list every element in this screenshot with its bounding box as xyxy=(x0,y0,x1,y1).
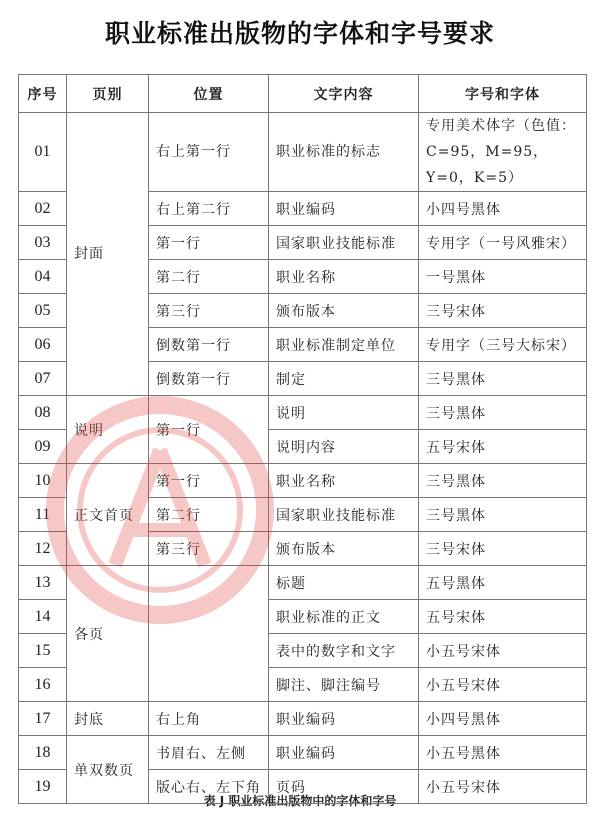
cell-position: 第三行 xyxy=(149,294,269,328)
cell-content: 职业编码 xyxy=(269,192,419,226)
table-row xyxy=(19,464,587,498)
cell-font: 小五号黑体 xyxy=(419,736,587,770)
cell-number: 11 xyxy=(19,498,67,532)
cell-content: 说明 xyxy=(269,396,419,430)
cell-number: 15 xyxy=(19,634,67,668)
cell-font: 一号黑体 xyxy=(419,260,587,294)
cell-font: 小四号黑体 xyxy=(419,702,587,736)
cell-content: 颁布版本 xyxy=(269,532,419,566)
cell-font: 三号黑体 xyxy=(419,362,587,396)
cell-content: 国家职业技能标准 xyxy=(269,498,419,532)
cell-position xyxy=(149,566,269,702)
cell-content: 职业编码 xyxy=(269,736,419,770)
table-row xyxy=(19,113,587,192)
cell-position: 第二行 xyxy=(149,498,269,532)
cell-font: 三号宋体 xyxy=(419,294,587,328)
cell-content: 颁布版本 xyxy=(269,294,419,328)
cell-content: 职业标准制定单位 xyxy=(269,328,419,362)
table-caption: 表 J 职业标准出版物中的字体和字号 xyxy=(203,794,397,808)
cell-number: 07 xyxy=(19,362,67,396)
cell-content: 职业名称 xyxy=(269,464,419,498)
cell-page: 封底 xyxy=(67,702,149,736)
cell-position: 倒数第一行 xyxy=(149,328,269,362)
cell-page: 说明 xyxy=(67,396,149,464)
cell-font: 三号黑体 xyxy=(419,396,587,430)
cell-font: 五号黑体 xyxy=(419,566,587,600)
cell-position: 书眉右、左侧 xyxy=(149,736,269,770)
cell-position: 版心右、左下角 xyxy=(149,770,269,804)
cell-page: 正文首页 xyxy=(67,464,149,566)
cell-number: 16 xyxy=(19,668,67,702)
cell-number: 12 xyxy=(19,532,67,566)
cell-font: 五号宋体 xyxy=(419,600,587,634)
cell-position: 第一行 xyxy=(149,226,269,260)
cell-number: 01 xyxy=(19,113,67,192)
cell-font: 小五号宋体 xyxy=(419,634,587,668)
cell-page: 各页 xyxy=(67,566,149,702)
cell-content: 职业名称 xyxy=(269,260,419,294)
table-header-row xyxy=(19,75,587,113)
cell-content: 职业标准的正文 xyxy=(269,600,419,634)
cell-font: 三号黑体 xyxy=(419,498,587,532)
cell-content: 表中的数字和文字 xyxy=(269,634,419,668)
cell-font: 专用美术体字（色值：C=95，M=95，Y=0，K=5） xyxy=(419,113,587,192)
cell-page: 封面 xyxy=(67,113,149,396)
cell-font: 专用字（一号风雅宋） xyxy=(419,226,587,260)
header-page: 页别 xyxy=(67,75,149,113)
cell-number: 19 xyxy=(19,770,67,804)
cell-position: 右上第二行 xyxy=(149,192,269,226)
cell-number: 09 xyxy=(19,430,67,464)
cell-number: 18 xyxy=(19,736,67,770)
cell-content: 说明内容 xyxy=(269,430,419,464)
cell-font: 小五号宋体 xyxy=(419,668,587,702)
cell-number: 08 xyxy=(19,396,67,430)
table-row xyxy=(19,566,587,600)
cell-content: 职业标准的标志 xyxy=(269,113,419,192)
page-title: 职业标准出版物的字体和字号要求 xyxy=(104,19,495,48)
table-row xyxy=(19,702,587,736)
cell-number: 10 xyxy=(19,464,67,498)
cell-position: 第三行 xyxy=(149,532,269,566)
cell-number: 17 xyxy=(19,702,67,736)
table-body xyxy=(19,113,587,804)
table-row xyxy=(19,736,587,770)
cell-number: 04 xyxy=(19,260,67,294)
font-requirements-table xyxy=(18,74,587,804)
cell-number: 03 xyxy=(19,226,67,260)
header-font: 字号和字体 xyxy=(419,75,587,113)
cell-content: 制定 xyxy=(269,362,419,396)
cell-content: 职业编码 xyxy=(269,702,419,736)
cell-number: 13 xyxy=(19,566,67,600)
cell-font: 三号黑体 xyxy=(419,464,587,498)
cell-position: 第二行 xyxy=(149,260,269,294)
cell-font: 五号宋体 xyxy=(419,430,587,464)
cell-font: 小四号黑体 xyxy=(419,192,587,226)
cell-content: 脚注、脚注编号 xyxy=(269,668,419,702)
cell-page: 单双数页 xyxy=(67,736,149,804)
cell-position: 倒数第一行 xyxy=(149,362,269,396)
cell-font: 小五号宋体 xyxy=(419,770,587,804)
cell-content: 国家职业技能标准 xyxy=(269,226,419,260)
cell-position: 右上第一行 xyxy=(149,113,269,192)
cell-number: 06 xyxy=(19,328,67,362)
header-content: 文字内容 xyxy=(269,75,419,113)
cell-number: 02 xyxy=(19,192,67,226)
cell-font: 专用字（三号大标宋） xyxy=(419,328,587,362)
table-row xyxy=(19,396,587,430)
cell-content: 页码 xyxy=(269,770,419,804)
cell-number: 05 xyxy=(19,294,67,328)
cell-position: 右上角 xyxy=(149,702,269,736)
cell-position: 第一行 xyxy=(149,396,269,464)
cell-position: 第一行 xyxy=(149,464,269,498)
header-position: 位置 xyxy=(149,75,269,113)
header-number: 序号 xyxy=(19,75,67,113)
cell-number: 14 xyxy=(19,600,67,634)
cell-font: 三号宋体 xyxy=(419,532,587,566)
cell-content: 标题 xyxy=(269,566,419,600)
